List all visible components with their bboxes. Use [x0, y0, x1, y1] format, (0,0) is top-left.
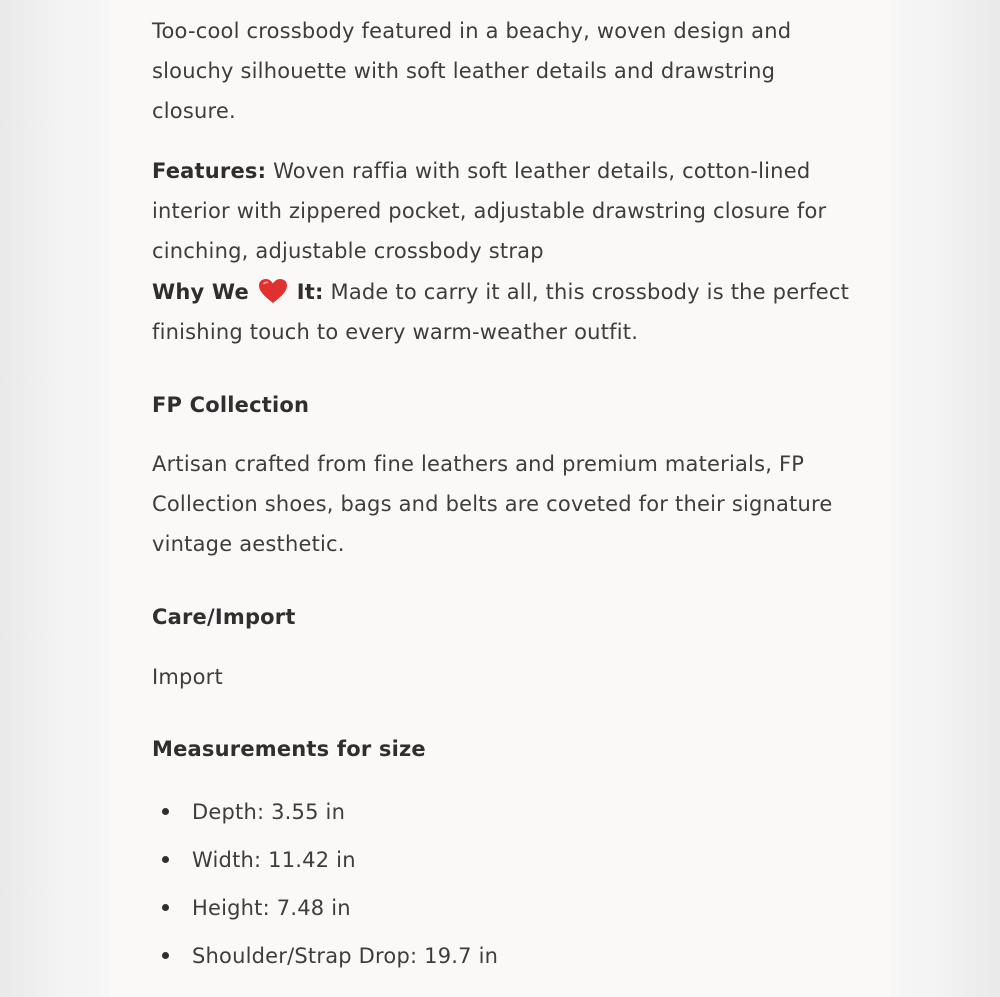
measurement-text: Height: 7.48 in — [192, 896, 351, 920]
list-item-height — [152, 886, 498, 934]
bullet-icon — [162, 904, 169, 911]
collection-text: Artisan crafted from fine leathers and premium materials, FP Collection shoes, bags and belts are coveted for their signature vintage aesthetic. — [152, 452, 833, 556]
why-label-start: Why We — [152, 280, 249, 304]
measurements-heading: Measurements for size — [152, 737, 426, 761]
measurement-text: Depth: 3.55 in — [192, 800, 346, 824]
care-import-text: Import — [152, 665, 223, 689]
measurements-list — [152, 790, 498, 982]
list-item-strap-drop — [152, 934, 498, 982]
why-text: Made to carry it all, this crossbody is the perfect finishing touch to every warm-weather outfit. — [152, 280, 850, 344]
bullet-icon — [162, 856, 169, 863]
bullet-icon — [162, 808, 169, 815]
features-label: Features: — [152, 159, 267, 183]
list-item-depth — [152, 790, 498, 838]
features-text: Woven raffia with soft leather details, cotton-lined interior with zippered pocket, adjustable drawstring closure for cinching, adjustable crossbody strap — [152, 159, 827, 263]
features-paragraph — [152, 151, 867, 271]
list-item-width — [152, 838, 498, 886]
collection-heading: FP Collection — [152, 393, 310, 417]
bullet-icon — [162, 952, 169, 959]
care-import-heading: Care/Import — [152, 605, 296, 629]
intro-text: Too-cool crossbody featured in a beachy, woven design and slouchy silhouette with soft leather details and drawstring closure. — [152, 19, 792, 123]
why-we-love-it-paragraph — [152, 272, 852, 352]
measurement-text: Shoulder/Strap Drop: 19.7 in — [192, 944, 499, 968]
why-label-end: It: — [296, 280, 324, 304]
measurement-text: Width: 11.42 in — [192, 848, 356, 872]
red-heart-icon — [258, 277, 288, 303]
